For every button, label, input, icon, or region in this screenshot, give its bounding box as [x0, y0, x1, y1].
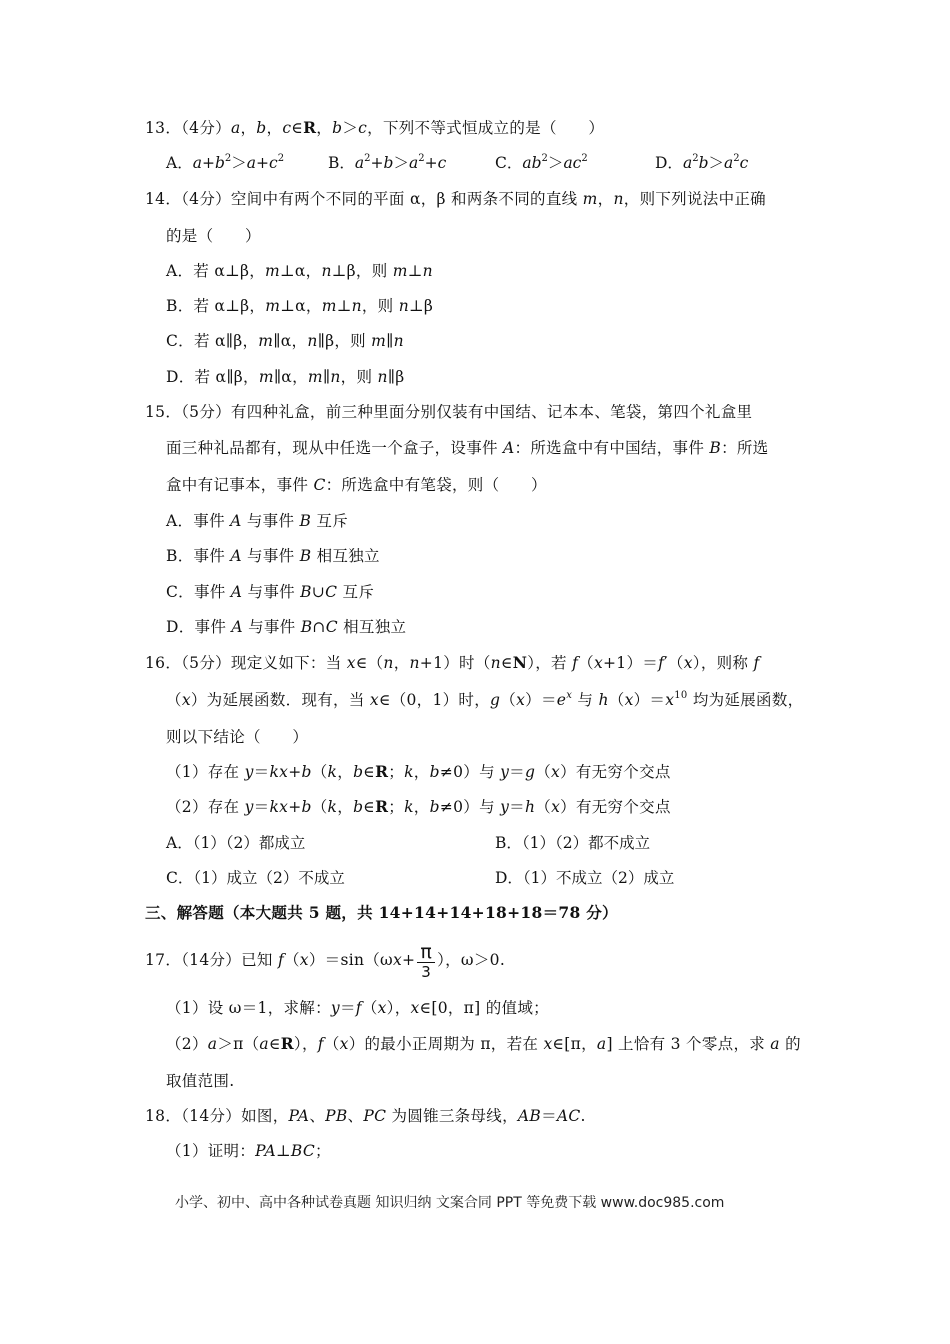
pi-over-3-fraction: $\frac{\pi}{3}$: [417, 942, 435, 981]
q13-option-d: D．$a^2b>a^2c$: [655, 153, 749, 172]
section-3-heading: 三、解答题（本大题共 5 题，共 14+14+14+18+18＝78 分）: [145, 903, 618, 922]
q15-option-c: C．事件 A 与事件 B∪C 互斥: [166, 583, 375, 601]
q14-option-d: D．若 α∥β，m∥α，m∥n，则 n∥β: [166, 368, 405, 386]
q13-option-c: C．$ab^2>ac^2$: [495, 153, 588, 172]
q14-option-b: B．若 α⊥β，m⊥α，m⊥n，则 n⊥β: [166, 297, 434, 315]
page-footer: 小学、初中、高中各种试卷真题 知识归纳 文案合同 PPT 等免费下载 www.doc985.com: [175, 1195, 725, 1211]
q16-stem-line2: （x）为延展函数．现有，当 x∈（0，1）时，$g(x)=e^x$ 与 $h(x)=x^{10}$ 均为延展函数，: [166, 690, 804, 709]
q18-part-1: （1）证明：PA⊥BC；: [166, 1142, 331, 1160]
q15-stem-line3: 盒中有记事本，事件 C：所选盒中有笔袋，则（ ）: [166, 476, 547, 494]
q17-part-2: （2）a＞π（a∈R），f（x）的最小正周期为 π，若在 x∈[π，a] 上恰有 3 个零点，求 a 的: [166, 1034, 801, 1053]
q14-option-c: C．若 α∥β，m∥α，n∥β，则 m∥n: [166, 332, 404, 350]
q13-stem: 13．（4分）a，b，c∈R，b＞c，下列不等式恒成立的是（ ）: [145, 118, 605, 137]
q14-option-a: A．若 α⊥β，m⊥α，n⊥β，则 m⊥n: [166, 262, 433, 280]
q13-option-a: A．$a+b^2>a+c^2$: [166, 153, 285, 172]
q17-part-1: （1）设 ω＝1，求解：y＝f（x），x∈[0，π] 的值域；: [166, 999, 549, 1017]
q14-stem-line2: 的是（ ）: [166, 227, 261, 245]
q18-stem: 18．（14分）如图，PA、PB、PC 为圆锥三条母线，AB＝AC.: [145, 1107, 586, 1125]
q15-option-d: D．事件 A 与事件 B∩C 相互独立: [166, 618, 407, 636]
q15-stem-line2: 面三种礼品都有，现从中任选一个盒子，设事件 A：所选盒中有中国结，事件 B：所选: [166, 439, 769, 457]
q15-option-a: A．事件 A 与事件 B 互斥: [166, 512, 349, 530]
q13-option-b: B．$a^2+b>a^2+c$: [328, 153, 447, 172]
q16-stem-line3: 则以下结论（ ）: [166, 728, 309, 746]
q15-option-b: B．事件 A 与事件 B 相互独立: [166, 547, 380, 565]
q16-statement-2: （2）存在 y＝kx+b（k，b∈R；k，b≠0）与 y＝h（x）有无穷个交点: [166, 797, 671, 816]
q16-option-b: B．（1）（2）都不成立: [495, 834, 651, 852]
q16-option-c: C．（1）成立（2）不成立: [166, 869, 345, 887]
q17-part-2-cont: 取值范围.: [166, 1072, 235, 1090]
q17-stem: 17．（14分）已知 f（x）＝sin（ωx+ $\frac{\pi}{3}$ ），ω＞0.: [145, 940, 506, 981]
q16-option-a: A．（1）（2）都成立: [166, 834, 306, 852]
q16-option-d: D．（1）不成立（2）成立: [495, 869, 675, 887]
q16-stem-line1: 16．（5分）现定义如下：当 x∈（n，n+1）时（n∈N），若 f（x+1）＝f′（x），则称 f: [145, 653, 760, 672]
q16-statement-1: （1）存在 y＝kx+b（k，b∈R；k，b≠0）与 y＝g（x）有无穷个交点: [166, 762, 671, 781]
q15-stem-line1: 15．（5分）有四种礼盒，前三种里面分别仅装有中国结、记本本、笔袋，第四个礼盒里: [145, 403, 753, 421]
q14-stem-line1: 14．（4分）空间中有两个不同的平面 α，β 和两条不同的直线 m，n，则下列说法中正确: [145, 190, 766, 208]
